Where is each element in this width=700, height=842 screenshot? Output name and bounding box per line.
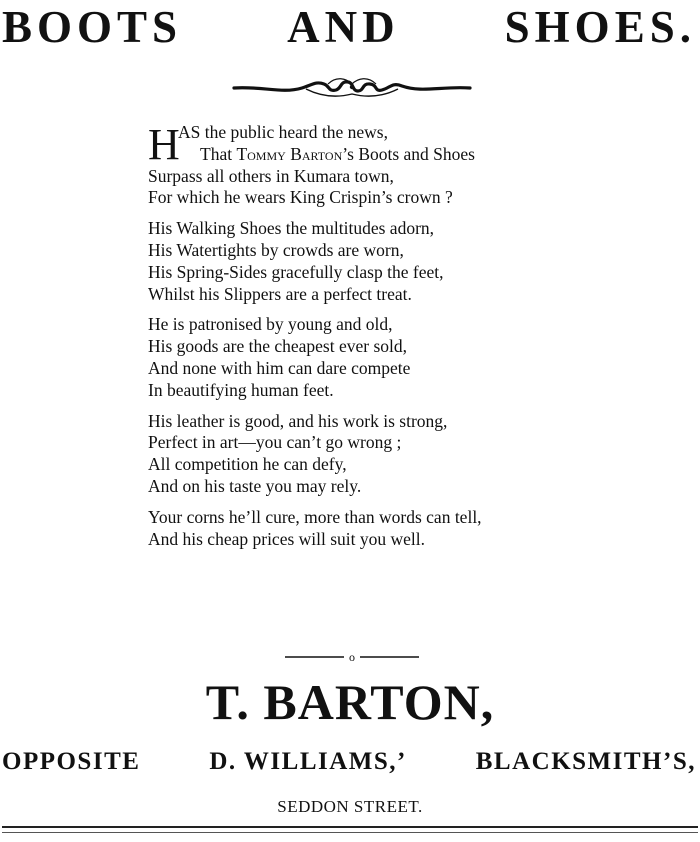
poem-line: All competition he can defy,	[148, 454, 347, 475]
poem-line: For which he wears King Crispin’s crown ?	[148, 187, 453, 208]
poem-line-suffix: ’s Boots and Shoes	[342, 143, 475, 164]
street-name: SEDDON STREET.	[277, 797, 423, 816]
poem-line: And none with him can dare compete	[148, 357, 411, 378]
headline-word-and: AND	[287, 2, 400, 52]
poem-line: Perfect in art—you can’t go wrong ;	[148, 432, 402, 453]
poem-line-prefix: That	[200, 143, 237, 164]
address-line	[0, 746, 700, 778]
poem-stanza-2	[148, 218, 588, 305]
poem-stanza-5	[148, 507, 588, 551]
poem-line: Whilst his Slippers are a perfect treat.	[148, 283, 412, 304]
poem-line: Surpass all others in Kumara town,	[148, 165, 394, 186]
poem-line: His Watertights by crowds are worn,	[148, 239, 404, 260]
poem-line: His goods are the cheapest ever sold,	[148, 336, 408, 357]
headline	[0, 2, 700, 52]
poem-line: His Walking Shoes the multitudes adorn,	[148, 218, 435, 239]
poem-stanza-1	[148, 122, 588, 209]
advertiser-name: T. BARTON,	[205, 674, 495, 730]
headline-word-boots: BOOTS	[2, 2, 183, 52]
poem-stanza-4	[148, 411, 588, 498]
section-divider	[285, 650, 419, 664]
bottom-rule-thin	[2, 832, 698, 833]
drop-cap-letter: H	[148, 120, 180, 169]
poem-line	[148, 144, 588, 166]
poem-line: His leather is good, and his work is strong,	[148, 410, 448, 431]
poem-line: And his cheap prices will suit you well.	[148, 528, 426, 549]
poem-line: And on his taste you may rely.	[148, 475, 362, 496]
poem-line: He is patronised by young and old,	[148, 314, 393, 335]
bottom-rule-thick	[2, 826, 698, 828]
poem-line: Your corns he’ll cure, more than words can tell,	[148, 506, 482, 527]
scroll-flourish-icon	[232, 72, 472, 102]
address-word-williams: D. WILLIAMS,’	[209, 748, 407, 775]
poem	[148, 122, 588, 559]
proprietor-name-inline: Tommy Barton	[236, 143, 343, 164]
address-word-blacksmiths: BLACKSMITH’S,	[475, 748, 696, 775]
poem-stanza-3	[148, 314, 588, 401]
address-word-opposite: OPPOSITE	[2, 748, 141, 775]
poem-line: In beautifying human feet.	[148, 379, 334, 400]
poem-line: His Spring-Sides gracefully clasp the feet,	[148, 261, 444, 282]
headline-word-shoes: SHOES.	[504, 2, 696, 52]
poem-line: AS the public heard the news,	[178, 122, 388, 142]
divider-mark: o	[349, 650, 355, 664]
